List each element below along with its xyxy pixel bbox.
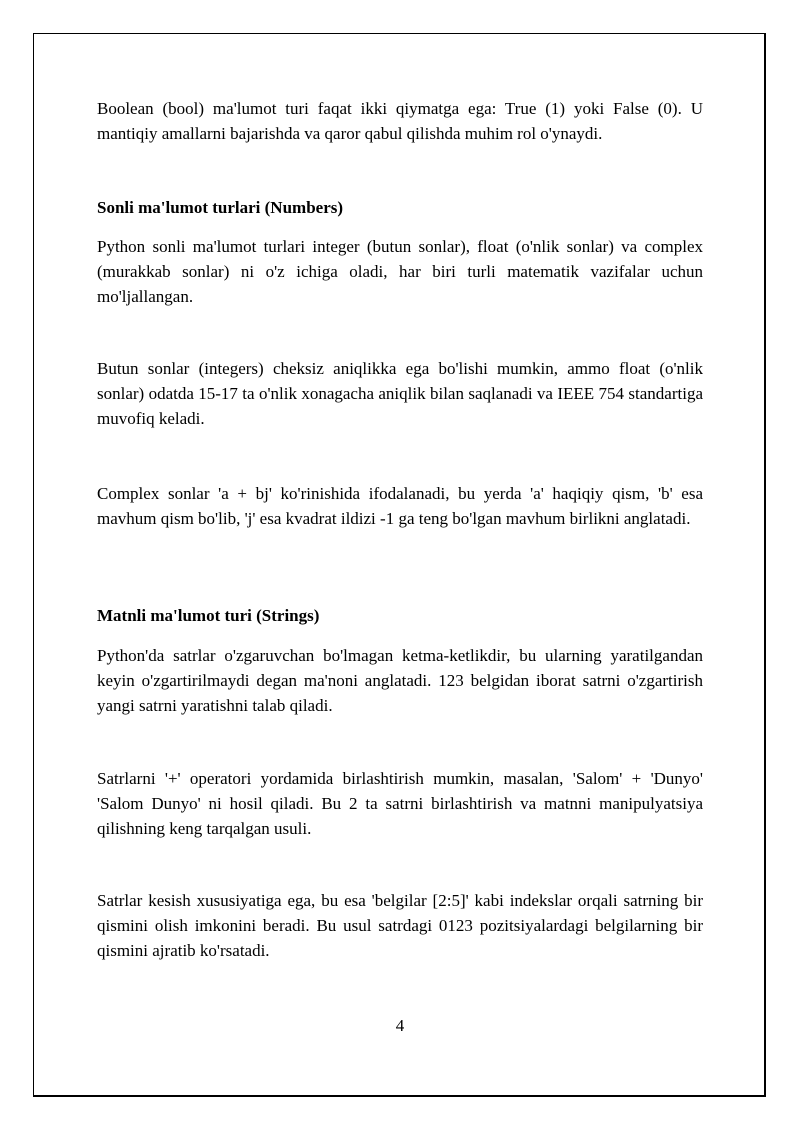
page-number: 4 (395, 1016, 405, 1035)
paragraph-strings-intro: Python'da satrlar o'zgaruvchan bo'lmagan ketma-ketlikdir, bu ularning yaratilgandan keyin o'zgartirilmaydi degan ma'noni anglatadi. 123 belgidan iborat satrni o'zgartirish yangi satrni yaratishni talab qiladi. (97, 646, 703, 715)
paragraph-integers: Butun sonlar (integers) cheksiz aniqlikka ega bo'lishi mumkin, ammo float (o'nlik sonlar) odatda 15-17 ta o'nlik xonagacha aniqlik bilan saqlanadi va IEEE 754 standartiga muvofiq keladi. (97, 359, 703, 428)
heading-strings: Matnli ma'lumot turi (Strings) (97, 606, 320, 625)
paragraph-complex: Complex sonlar 'a + bj' ko'rinishida ifodalanadi, bu yerda 'a' haqiqiy qism, 'b' esa mavhum qism bo'lib, 'j' esa kvadrat ildizi -1 ga teng bo'lgan mavhum birlikni anglatadi. (97, 484, 703, 528)
heading-numbers: Sonli ma'lumot turlari (Numbers) (97, 198, 344, 217)
paragraph-concatenation: Satrlarni '+' operatori yordamida birlashtirish mumkin, masalan, 'Salom' + 'Dunyo' 'Salom Dunyo' ni hosil qiladi. Bu 2 ta satrni birlashtirish va matnni manipulyatsiya qilishning keng tarqalgan usuli. (97, 769, 703, 838)
paragraph-boolean: Boolean (bool) ma'lumot turi faqat ikki qiymatga ega: True (1) yoki False (0). U mantiqiy amallarni bajarishda va qaror qabul qilishda muhim rol o'ynaydi. (97, 99, 703, 143)
paragraph-slicing: Satrlar kesish xususiyatiga ega, bu esa 'belgilar [2:5]' kabi indekslar orqali satrning bir qismini olish imkonini beradi. Bu usul satrdagi 0123 pozitsiyalardagi belgilarning bir qismini ajratib ko'rsatadi. (97, 891, 703, 960)
paragraph-numbers-intro: Python sonli ma'lumot turlari integer (butun sonlar), float (o'nlik sonlar) va complex (murakkab sonlar) ni o'z ichiga oladi, har biri turli matematik vazifalar uchun mo'ljallangan. (97, 237, 703, 306)
